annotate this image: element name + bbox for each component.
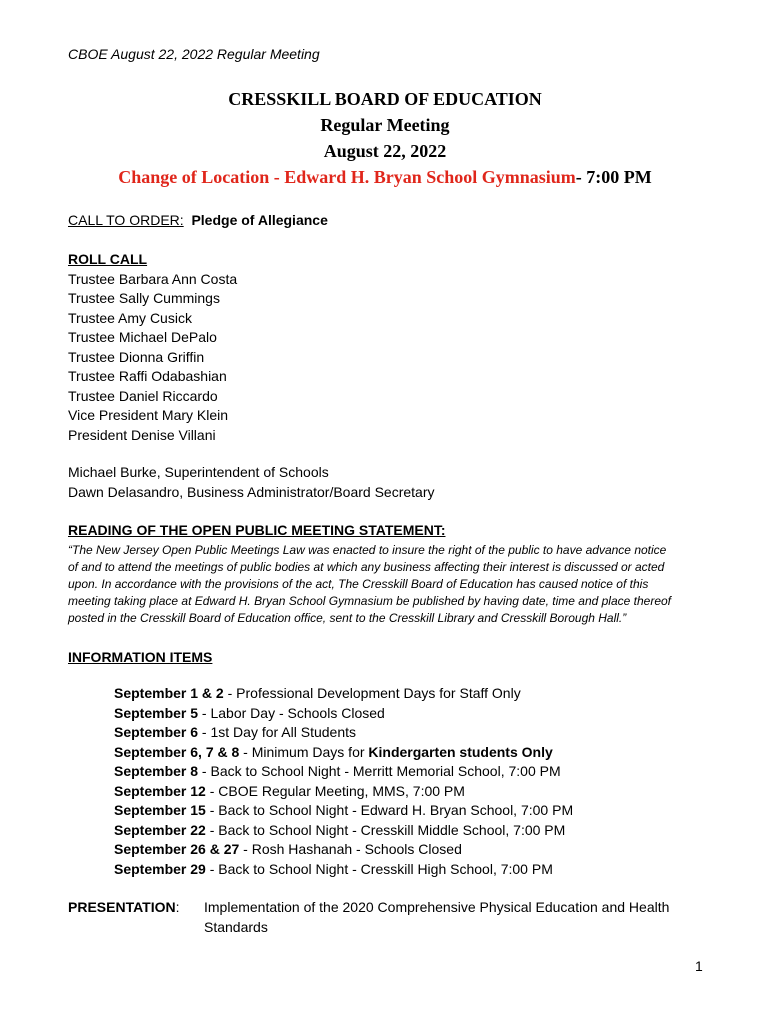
- information-item-text: - Back to School Night - Cresskill High School, 7:00 PM: [205, 860, 553, 877]
- roll-call-member: Trustee Dionna Griffin: [68, 348, 205, 365]
- information-item-text: - Professional Development Days for Staff Only: [223, 685, 521, 701]
- roll-call-member: Trustee Barbara Ann Costa: [68, 270, 238, 287]
- roll-call-member: President Denise Villani: [68, 426, 216, 443]
- information-item-date: September 15: [114, 802, 206, 818]
- information-item-text: - CBOE Regular Meeting, MMS, 7:00 PM: [205, 782, 465, 799]
- presentation-line: Standards: [204, 918, 268, 935]
- roll-call-list: [68, 270, 237, 446]
- information-item: [114, 840, 573, 860]
- information-item: [114, 684, 573, 704]
- information-item: [114, 704, 573, 724]
- reading-line: upon. In accordance with the provisions of the act, The Cresskill Board of Education has caused notice of this: [68, 577, 649, 591]
- reading-line: meeting taking place at Edward H. Bryan School Gymnasium be published by having date, time and place thereof: [68, 594, 672, 608]
- information-item-date: September 5: [114, 704, 199, 721]
- roll-call-heading: ROLL CALL: [68, 251, 148, 267]
- reading-heading: READING OF THE OPEN PUBLIC MEETING STATEMENT:: [68, 522, 446, 538]
- org-title: CRESSKILL BOARD OF EDUCATION: [228, 89, 542, 109]
- information-item-text: - Minimum Days for: [239, 743, 369, 760]
- staff-list: [68, 463, 435, 502]
- information-item: [114, 801, 573, 821]
- information-item: [114, 821, 573, 841]
- reading-line: of and to attend the meetings of public bodies at which any business affecting their interest is discussed or acted: [68, 560, 665, 574]
- information-item: [114, 723, 573, 743]
- presentation-text: [204, 898, 694, 937]
- information-items-list: [114, 684, 573, 879]
- information-item-text: - Back to School Night - Edward H. Bryan School, 7:00 PM: [205, 802, 574, 818]
- information-item-date: September 29: [114, 860, 206, 877]
- information-item: [114, 743, 573, 763]
- location-time: - 7:00 PM: [575, 167, 652, 187]
- information-item-text: - Back to School Night - Cresskill Middle School, 7:00 PM: [205, 821, 566, 838]
- reading-line: posted in the Cresskill Board of Education office, sent to the Cresskill Library and Cresskill Borough Hall.”: [68, 611, 627, 625]
- location-change-text: Change of Location - Edward H. Bryan School Gymnasium: [118, 167, 576, 187]
- call-to-order: [68, 211, 328, 231]
- roll-call-member: Trustee Amy Cusick: [68, 309, 192, 326]
- information-item-emphasis: Kindergarten students Only: [368, 743, 553, 760]
- information-heading: INFORMATION ITEMS: [68, 649, 213, 665]
- information-item-date: September 22: [114, 821, 206, 838]
- roll-call-member: Trustee Michael DePalo: [68, 329, 217, 345]
- call-to-order-text: Pledge of Allegiance: [191, 212, 328, 228]
- staff-superintendent: Michael Burke, Superintendent of Schools: [68, 464, 329, 480]
- page-number: 1: [695, 958, 703, 974]
- information-item-text: - Rosh Hashanah - Schools Closed: [239, 841, 462, 857]
- meeting-location: [0, 164, 770, 190]
- reading-line: “The New Jersey Open Public Meetings Law was enacted to insure the right of the public to have advance notice: [68, 543, 667, 557]
- call-to-order-label: CALL TO ORDER:: [68, 212, 184, 228]
- information-item-date: September 12: [114, 782, 206, 799]
- running-header: CBOE August 22, 2022 Regular Meeting: [68, 46, 320, 62]
- information-item-text: - Labor Day - Schools Closed: [198, 704, 385, 721]
- roll-call-member: Vice President Mary Klein: [68, 407, 229, 423]
- information-item-date: September 6, 7 & 8: [114, 743, 240, 760]
- information-item: [114, 782, 573, 802]
- roll-call-member: Trustee Raffi Odabashian: [68, 368, 227, 384]
- information-item: [114, 762, 573, 782]
- title-block: [0, 86, 770, 190]
- information-item-date: September 1 & 2: [114, 685, 224, 701]
- meeting-date: August 22, 2022: [323, 141, 447, 161]
- information-item: [114, 860, 573, 880]
- presentation-label: PRESENTATION:: [68, 899, 180, 915]
- presentation-line: Implementation of the 2020 Comprehensive Physical Education and Health: [204, 899, 670, 915]
- information-item-text: - 1st Day for All Students: [198, 724, 357, 740]
- staff-business-admin: Dawn Delasandro, Business Administrator/Board Secretary: [68, 483, 435, 500]
- reading-statement: [68, 542, 708, 627]
- information-item-date: September 8: [114, 763, 199, 779]
- meeting-type: Regular Meeting: [320, 115, 450, 135]
- roll-call-member: Trustee Daniel Riccardo: [68, 387, 218, 404]
- roll-call-member: Trustee Sally Cummings: [68, 290, 220, 306]
- roll-call-section: [68, 250, 237, 445]
- information-item-date: September 26 & 27: [114, 841, 240, 857]
- information-item-text: - Back to School Night - Merritt Memorial School, 7:00 PM: [198, 763, 561, 779]
- information-item-date: September 6: [114, 724, 199, 740]
